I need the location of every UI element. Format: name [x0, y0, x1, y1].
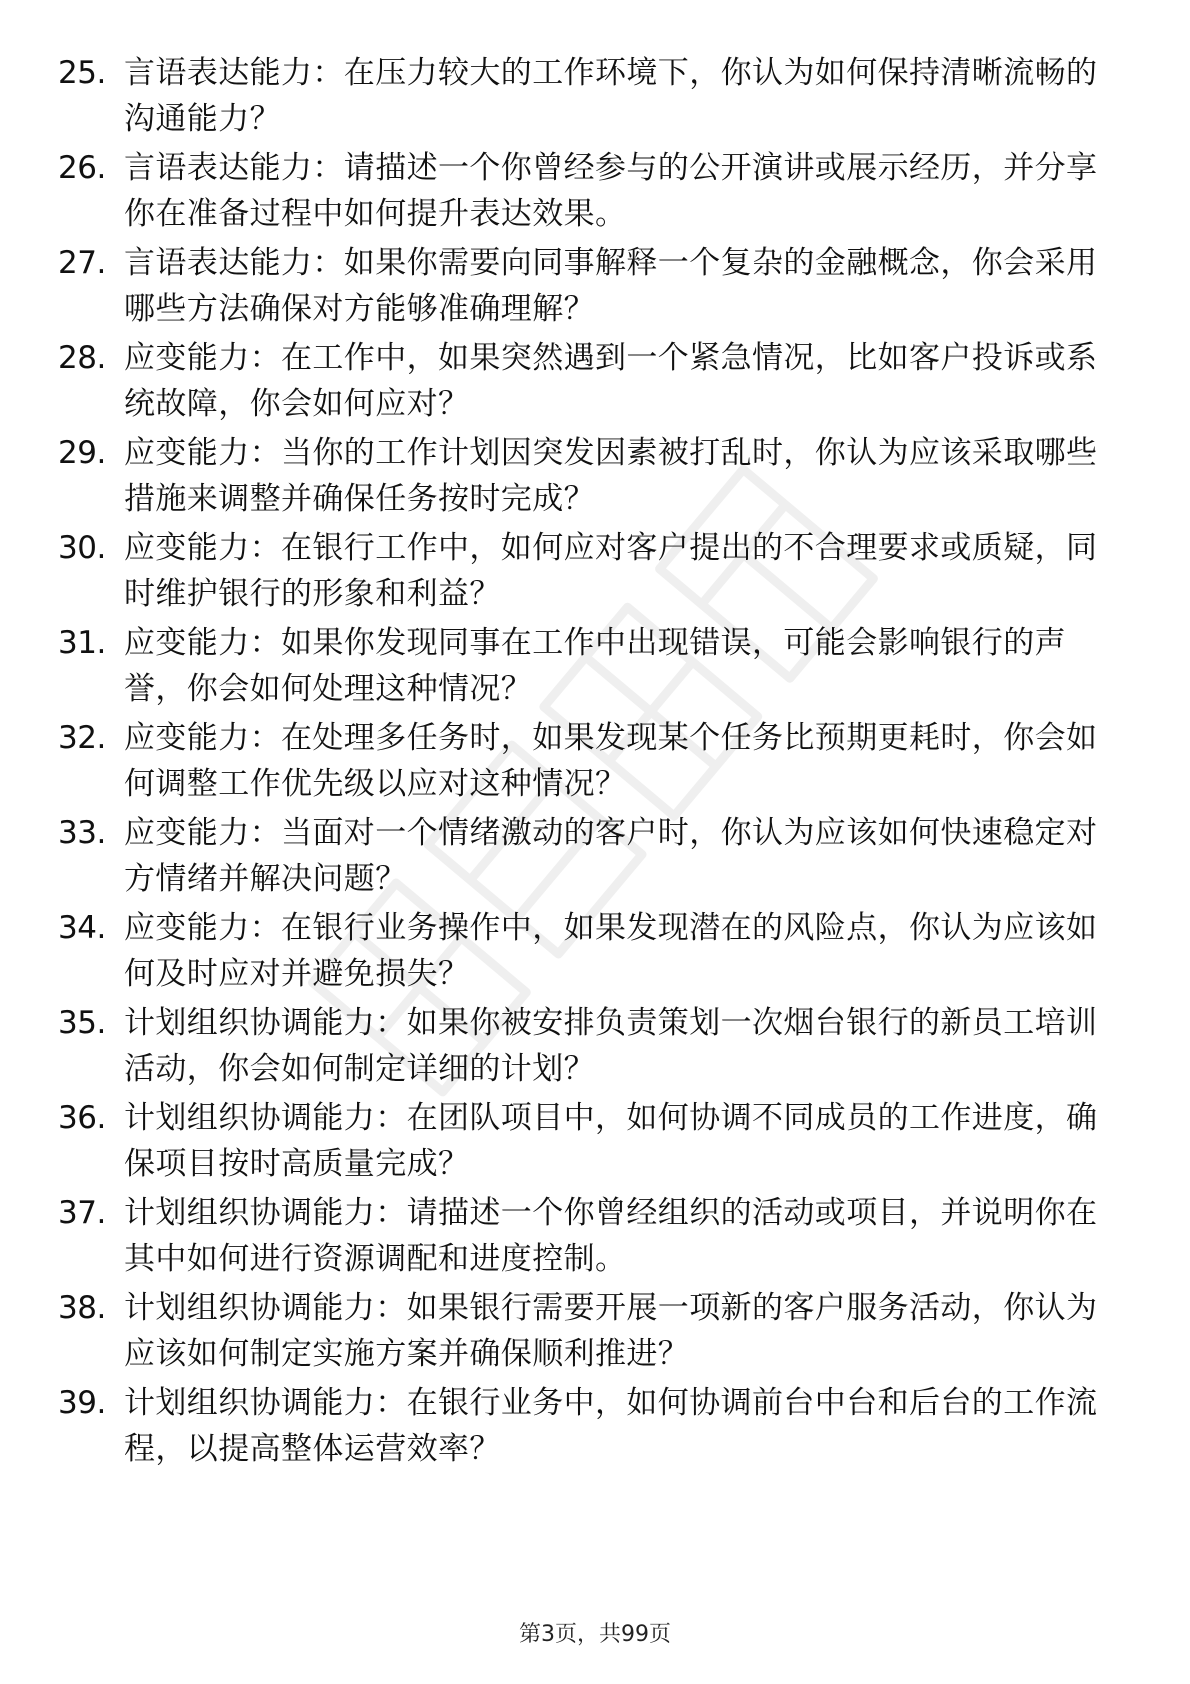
question-number: 39.	[58, 1385, 106, 1421]
question-item	[0, 899, 1190, 994]
question-number: 26.	[58, 150, 106, 186]
question-item	[0, 44, 1190, 139]
question-text: 应变能力：在银行工作中，如何应对客户提出的不合理要求或质疑，同时维护银行的形象和利益？	[124, 530, 1098, 612]
question-list	[0, 44, 1190, 1469]
question-item	[0, 234, 1190, 329]
question-text: 计划组织协调能力：在团队项目中，如何协调不同成员的工作进度，确保项目按时高质量完成？	[124, 1100, 1098, 1182]
question-text: 应变能力：如果你发现同事在工作中出现错误，可能会影响银行的声誉，你会如何处理这种情况？	[124, 625, 1066, 707]
question-item	[0, 1374, 1190, 1469]
page-number: 第3页，共99页	[519, 1622, 671, 1647]
question-text: 计划组织协调能力：如果你被安排负责策划一次烟台银行的新员工培训活动，你会如何制定详细的计划？	[124, 1005, 1098, 1087]
question-number: 27.	[58, 245, 106, 281]
question-text: 应变能力：在处理多任务时，如果发现某个任务比预期更耗时，你会如何调整工作优先级以应对这种情况？	[124, 720, 1098, 802]
question-number: 36.	[58, 1100, 106, 1136]
question-number: 31.	[58, 625, 106, 661]
question-item	[0, 1184, 1190, 1279]
question-item	[0, 519, 1190, 614]
question-number: 34.	[58, 910, 106, 946]
question-text: 应变能力：在银行业务操作中，如果发现潜在的风险点，你认为应该如何及时应对并避免损失？	[124, 910, 1098, 992]
question-item	[0, 1279, 1190, 1374]
question-item	[0, 424, 1190, 519]
question-number: 38.	[58, 1290, 106, 1326]
question-item	[0, 329, 1190, 424]
question-number: 28.	[58, 340, 106, 376]
question-item	[0, 709, 1190, 804]
question-number: 25.	[58, 55, 106, 91]
question-number: 30.	[58, 530, 106, 566]
question-number: 33.	[58, 815, 106, 851]
question-item	[0, 994, 1190, 1089]
question-item	[0, 139, 1190, 234]
question-text: 言语表达能力：在压力较大的工作环境下，你认为如何保持清晰流畅的沟通能力？	[124, 55, 1098, 137]
question-text: 言语表达能力：请描述一个你曾经参与的公开演讲或展示经历，并分享你在准备过程中如何提升表达效果。	[124, 150, 1098, 232]
question-text: 应变能力：在工作中，如果突然遇到一个紧急情况，比如客户投诉或系统故障，你会如何应对？	[124, 340, 1098, 422]
question-text: 言语表达能力：如果你需要向同事解释一个复杂的金融概念，你会采用哪些方法确保对方能够准确理解？	[124, 245, 1098, 327]
question-text: 应变能力：当你的工作计划因突发因素被打乱时，你认为应该采取哪些措施来调整并确保任务按时完成？	[124, 435, 1098, 517]
question-item	[0, 804, 1190, 899]
question-text: 应变能力：当面对一个情绪激动的客户时，你认为应该如何快速稳定对方情绪并解决问题？	[124, 815, 1098, 897]
question-number: 37.	[58, 1195, 106, 1231]
question-text: 计划组织协调能力：如果银行需要开展一项新的客户服务活动，你认为应该如何制定实施方案并确保顺利推进？	[124, 1290, 1098, 1372]
question-text: 计划组织协调能力：在银行业务中，如何协调前台中台和后台的工作流程，以提高整体运营效率？	[124, 1385, 1098, 1467]
question-item	[0, 614, 1190, 709]
question-number: 35.	[58, 1005, 106, 1041]
question-item	[0, 1089, 1190, 1184]
question-number: 32.	[58, 720, 106, 756]
question-text: 计划组织协调能力：请描述一个你曾经组织的活动或项目，并说明你在其中如何进行资源调配和进度控制。	[124, 1195, 1098, 1277]
question-number: 29.	[58, 435, 106, 471]
